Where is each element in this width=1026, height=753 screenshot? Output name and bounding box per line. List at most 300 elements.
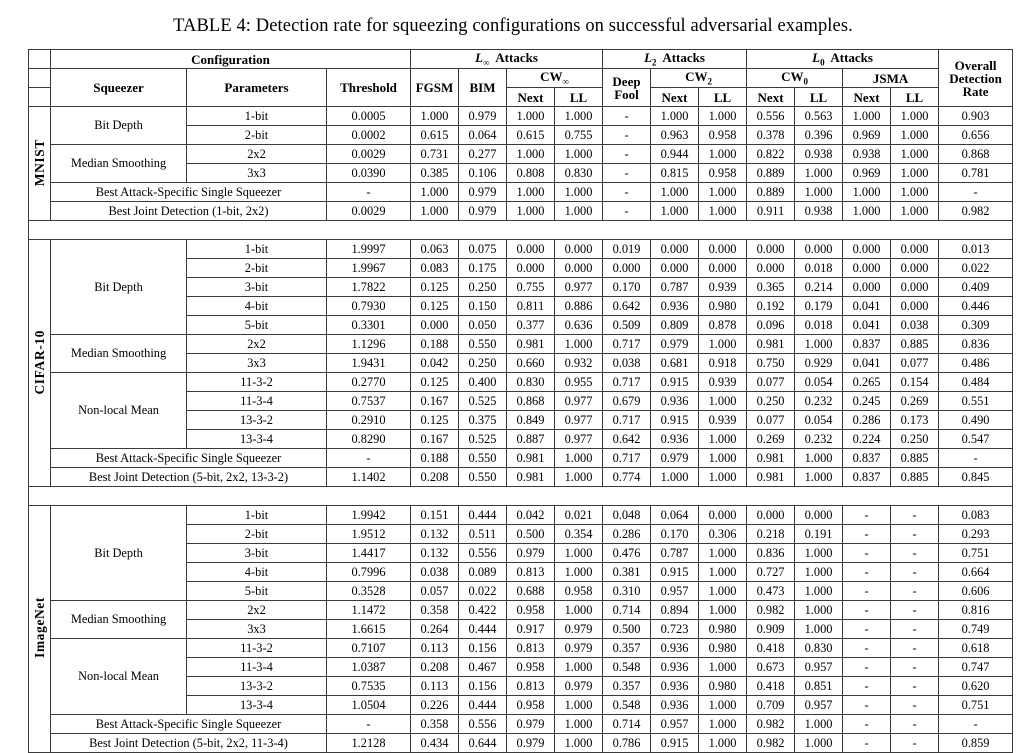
threshold-value: 0.0005	[327, 107, 411, 126]
detection-value: 0.286	[603, 525, 651, 544]
detection-value: 0.982	[747, 601, 795, 620]
detection-value: 1.000	[699, 696, 747, 715]
detection-value: 0.969	[843, 164, 891, 183]
detection-value: -	[891, 696, 939, 715]
detection-value: 0.000	[555, 240, 603, 259]
detection-value: 0.509	[603, 316, 651, 335]
detection-value: 0.269	[747, 430, 795, 449]
detection-value: 0.836	[747, 544, 795, 563]
table-row	[29, 183, 1013, 202]
parameters-value: 3x3	[187, 620, 327, 639]
header-row-2	[29, 69, 1013, 88]
detection-value: 0.089	[459, 563, 507, 582]
overall-rate-value: 0.751	[939, 696, 1013, 715]
detection-value: -	[891, 715, 939, 734]
detection-value: 0.000	[507, 240, 555, 259]
detection-value: 0.714	[603, 715, 651, 734]
detection-value: 1.000	[555, 696, 603, 715]
detection-value: 0.977	[555, 411, 603, 430]
detection-value: 0.208	[411, 658, 459, 677]
table-row	[29, 449, 1013, 468]
detection-value: 0.106	[459, 164, 507, 183]
detection-value: 0.808	[507, 164, 555, 183]
detection-value: 0.000	[891, 278, 939, 297]
header-cwinf-next: Next	[507, 88, 555, 107]
detection-value: -	[891, 525, 939, 544]
detection-value: 0.837	[843, 449, 891, 468]
threshold-value: 0.0390	[327, 164, 411, 183]
detection-value: 0.809	[651, 316, 699, 335]
parameters-value: 13-3-2	[187, 411, 327, 430]
detection-value: -	[843, 620, 891, 639]
detection-value: 0.939	[699, 278, 747, 297]
detection-value: 0.556	[747, 107, 795, 126]
detection-value: 0.936	[651, 658, 699, 677]
overall-rate-value: 0.022	[939, 259, 1013, 278]
detection-value: 0.000	[651, 259, 699, 278]
detection-value: 0.755	[555, 126, 603, 145]
detection-value: 0.679	[603, 392, 651, 411]
header-jsma: JSMA	[843, 69, 939, 88]
dataset-label: MNIST	[31, 138, 47, 186]
summary-row-label: Best Attack-Specific Single Squeezer	[51, 183, 327, 202]
detection-value: 0.214	[795, 278, 843, 297]
detection-value: 0.250	[459, 354, 507, 373]
detection-value: 0.192	[747, 297, 795, 316]
detection-value: 1.000	[891, 202, 939, 221]
detection-value: 0.851	[795, 677, 843, 696]
parameters-value: 2-bit	[187, 525, 327, 544]
overall-rate-value: 0.982	[939, 202, 1013, 221]
detection-value: 0.813	[507, 677, 555, 696]
detection-value: 1.000	[699, 582, 747, 601]
squeezer-name: Non-local Mean	[51, 639, 187, 715]
detection-value: 1.000	[699, 544, 747, 563]
table-body	[29, 107, 1013, 753]
detection-value: 0.476	[603, 544, 651, 563]
parameters-value: 2-bit	[187, 259, 327, 278]
detection-value: 0.113	[411, 639, 459, 658]
squeezer-name: Bit Depth	[51, 107, 187, 145]
detection-value: 1.000	[699, 145, 747, 164]
detection-value: 0.000	[411, 316, 459, 335]
detection-value: 0.167	[411, 392, 459, 411]
detection-value: 0.980	[699, 639, 747, 658]
detection-value: 0.167	[411, 430, 459, 449]
detection-value: 0.048	[603, 506, 651, 525]
detection-value: -	[843, 715, 891, 734]
detection-value: 1.000	[651, 468, 699, 487]
detection-value: 1.000	[795, 183, 843, 202]
detection-value: 0.750	[747, 354, 795, 373]
detection-value: 0.265	[843, 373, 891, 392]
overall-rate-value: 0.656	[939, 126, 1013, 145]
detection-value: -	[891, 677, 939, 696]
detection-value: 0.717	[603, 449, 651, 468]
threshold-value: 0.0029	[327, 145, 411, 164]
detection-value: 1.000	[699, 563, 747, 582]
detection-value: 0.041	[843, 354, 891, 373]
detection-value: 0.977	[555, 430, 603, 449]
detection-value: 0.354	[555, 525, 603, 544]
detection-value: 0.077	[891, 354, 939, 373]
parameters-value: 5-bit	[187, 582, 327, 601]
detection-value: 0.150	[459, 297, 507, 316]
detection-value: 0.000	[747, 259, 795, 278]
header-deepfool: Deep Fool	[603, 69, 651, 107]
detection-value: 0.125	[411, 278, 459, 297]
detection-value: 0.064	[651, 506, 699, 525]
detection-value: 1.000	[699, 449, 747, 468]
detection-value: 0.422	[459, 601, 507, 620]
detection-value: 0.000	[891, 240, 939, 259]
detection-value: 0.915	[651, 411, 699, 430]
overall-rate-value: 0.749	[939, 620, 1013, 639]
detection-value: 0.811	[507, 297, 555, 316]
detection-value: 0.982	[747, 715, 795, 734]
detection-value: 0.830	[555, 164, 603, 183]
header-l2-attacks: $L_2$ Attacks	[603, 50, 747, 69]
detection-value: 0.727	[747, 563, 795, 582]
threshold-value: 0.7535	[327, 677, 411, 696]
parameters-value: 3-bit	[187, 278, 327, 297]
summary-row-label: Best Joint Detection (5-bit, 2x2, 11-3-4)	[51, 734, 327, 753]
detection-value: 0.125	[411, 373, 459, 392]
detection-value: 0.717	[603, 373, 651, 392]
threshold-value: -	[327, 449, 411, 468]
detection-value: 0.550	[459, 449, 507, 468]
detection-value: 0.151	[411, 506, 459, 525]
detection-value: 1.000	[699, 468, 747, 487]
threshold-value: 1.0504	[327, 696, 411, 715]
detection-value: 0.979	[555, 639, 603, 658]
detection-value: 1.000	[411, 107, 459, 126]
squeezer-name: Median Smoothing	[51, 145, 187, 183]
summary-row-label: Best Joint Detection (1-bit, 2x2)	[51, 202, 327, 221]
detection-value: 0.310	[603, 582, 651, 601]
dataset-label-cell	[29, 240, 51, 487]
header-jsma-ll: LL	[891, 88, 939, 107]
detection-value: 0.021	[555, 506, 603, 525]
detection-value: 0.277	[459, 145, 507, 164]
detection-value: -	[891, 601, 939, 620]
detection-value: 0.381	[603, 563, 651, 582]
detection-value: -	[891, 734, 939, 753]
dataset-label-cell	[29, 107, 51, 221]
detection-value: 0.786	[603, 734, 651, 753]
detection-value: 0.173	[891, 411, 939, 430]
overall-rate-value: 0.551	[939, 392, 1013, 411]
threshold-value: 1.1472	[327, 601, 411, 620]
overall-rate-value: 0.816	[939, 601, 1013, 620]
detection-value: -	[891, 639, 939, 658]
table-row	[29, 601, 1013, 620]
detection-value: 0.018	[795, 259, 843, 278]
detection-value: 0.830	[507, 373, 555, 392]
detection-value: 1.000	[555, 468, 603, 487]
detection-value: 0.887	[507, 430, 555, 449]
threshold-value: 1.9512	[327, 525, 411, 544]
dataset-label: CIFAR-10	[31, 329, 47, 395]
detection-value: 0.944	[651, 145, 699, 164]
overall-rate-value: 0.618	[939, 639, 1013, 658]
detection-value: 0.063	[411, 240, 459, 259]
header-cw2-next: Next	[651, 88, 699, 107]
table-row	[29, 506, 1013, 525]
threshold-value: -	[327, 183, 411, 202]
squeezer-name: Non-local Mean	[51, 373, 187, 449]
detection-value: 0.232	[795, 430, 843, 449]
detection-value: 0.977	[555, 392, 603, 411]
squeezer-name: Bit Depth	[51, 240, 187, 335]
detection-value: 1.000	[699, 392, 747, 411]
detection-value: 0.125	[411, 411, 459, 430]
summary-row-label: Best Attack-Specific Single Squeezer	[51, 715, 327, 734]
overall-rate-value: -	[939, 449, 1013, 468]
detection-value: 1.000	[507, 202, 555, 221]
detection-value: 1.000	[843, 202, 891, 221]
detection-value: 1.000	[891, 183, 939, 202]
detection-value: 0.357	[603, 677, 651, 696]
detection-value: 0.548	[603, 658, 651, 677]
detection-value: 0.385	[411, 164, 459, 183]
parameters-value: 11-3-4	[187, 392, 327, 411]
detection-value: 0.981	[507, 335, 555, 354]
detection-value: 0.000	[507, 259, 555, 278]
dataset-label: ImageNet	[31, 597, 47, 659]
detection-value: 0.714	[603, 601, 651, 620]
detection-value: 0.306	[699, 525, 747, 544]
detection-value: 0.787	[651, 544, 699, 563]
overall-rate-value: -	[939, 183, 1013, 202]
detection-value: 0.156	[459, 639, 507, 658]
detection-value: 0.132	[411, 525, 459, 544]
detection-value: 0.054	[795, 411, 843, 430]
table-row	[29, 639, 1013, 658]
threshold-value: 1.6615	[327, 620, 411, 639]
detection-value: 0.969	[843, 126, 891, 145]
detection-value: 1.000	[507, 183, 555, 202]
detection-value: 1.000	[555, 715, 603, 734]
detection-value: 0.250	[747, 392, 795, 411]
threshold-value: 1.4417	[327, 544, 411, 563]
detection-value: 0.981	[507, 468, 555, 487]
detection-value: 0.955	[555, 373, 603, 392]
detection-value: 1.000	[651, 183, 699, 202]
parameters-value: 11-3-2	[187, 373, 327, 392]
parameters-value: 4-bit	[187, 297, 327, 316]
detection-value: 0.889	[747, 183, 795, 202]
overall-rate-value: -	[939, 715, 1013, 734]
overall-rate-value: 0.868	[939, 145, 1013, 164]
detection-value: 0.250	[891, 430, 939, 449]
detection-value: 0.957	[795, 658, 843, 677]
detection-value: 1.000	[651, 107, 699, 126]
detection-value: -	[843, 734, 891, 753]
detection-value: 0.042	[411, 354, 459, 373]
detection-value: 1.000	[555, 449, 603, 468]
threshold-value: 0.7107	[327, 639, 411, 658]
detection-value: 1.000	[795, 544, 843, 563]
detection-value: 0.918	[699, 354, 747, 373]
threshold-value: 0.0029	[327, 202, 411, 221]
detection-value: 0.358	[411, 601, 459, 620]
threshold-value: 0.7930	[327, 297, 411, 316]
threshold-value: 1.7822	[327, 278, 411, 297]
header-configuration: Configuration	[51, 50, 411, 69]
detection-value: 0.232	[795, 392, 843, 411]
parameters-value: 13-3-4	[187, 430, 327, 449]
parameters-value: 4-bit	[187, 563, 327, 582]
detection-value: 0.556	[459, 715, 507, 734]
detection-value: 0.917	[507, 620, 555, 639]
detection-value: 0.717	[603, 335, 651, 354]
detection-value: 0.444	[459, 506, 507, 525]
detection-value: 0.958	[699, 126, 747, 145]
detection-value: 0.911	[747, 202, 795, 221]
detection-value: 0.000	[843, 259, 891, 278]
detection-value: 0.938	[843, 145, 891, 164]
detection-value: 0.018	[795, 316, 843, 335]
detection-value: 0.041	[843, 297, 891, 316]
header-squeezer: Squeezer	[51, 69, 187, 107]
table-row	[29, 715, 1013, 734]
overall-rate-value: 0.903	[939, 107, 1013, 126]
detection-value: 0.981	[507, 449, 555, 468]
detection-value: -	[891, 658, 939, 677]
detection-value: -	[843, 563, 891, 582]
parameters-value: 1-bit	[187, 240, 327, 259]
detection-value: 0.400	[459, 373, 507, 392]
overall-rate-value: 0.486	[939, 354, 1013, 373]
detection-value: 0.022	[459, 582, 507, 601]
overall-rate-value: 0.013	[939, 240, 1013, 259]
detection-value: 0.894	[651, 601, 699, 620]
detection-value: 0.000	[891, 259, 939, 278]
detection-value: 0.957	[651, 715, 699, 734]
threshold-value: 1.9431	[327, 354, 411, 373]
threshold-value: 1.9967	[327, 259, 411, 278]
detection-value: 1.000	[891, 107, 939, 126]
detection-value: 1.000	[555, 734, 603, 753]
detection-value: 0.886	[555, 297, 603, 316]
detection-value: 0.709	[747, 696, 795, 715]
header-parameters: Parameters	[187, 69, 327, 107]
detection-value: 0.815	[651, 164, 699, 183]
table-row	[29, 240, 1013, 259]
detection-value: 0.154	[891, 373, 939, 392]
detection-value: 1.000	[795, 449, 843, 468]
parameters-value: 3x3	[187, 354, 327, 373]
detection-value: 1.000	[411, 202, 459, 221]
overall-rate-value: 0.781	[939, 164, 1013, 183]
header-bim: BIM	[459, 69, 507, 107]
header-jsma-next: Next	[843, 88, 891, 107]
detection-value: 0.878	[699, 316, 747, 335]
detection-value: 0.365	[747, 278, 795, 297]
header-dataset-blank	[29, 69, 51, 88]
detection-value: 0.909	[747, 620, 795, 639]
detection-value: 0.358	[411, 715, 459, 734]
detection-value: 0.673	[747, 658, 795, 677]
detection-value: 0.418	[747, 639, 795, 658]
detection-value: 1.000	[795, 601, 843, 620]
detection-value: 0.979	[555, 620, 603, 639]
detection-value: 0.170	[651, 525, 699, 544]
overall-rate-value: 0.484	[939, 373, 1013, 392]
detection-value: -	[843, 696, 891, 715]
detection-value: 0.936	[651, 677, 699, 696]
detection-value: 0.042	[507, 506, 555, 525]
detection-value: 1.000	[555, 202, 603, 221]
detection-value: 0.000	[891, 297, 939, 316]
detection-value: 1.000	[555, 183, 603, 202]
detection-value: 1.000	[507, 145, 555, 164]
detection-value: 0.418	[747, 677, 795, 696]
detection-value: 0.000	[699, 259, 747, 278]
detection-value: 0.000	[699, 506, 747, 525]
detection-value: -	[891, 544, 939, 563]
detection-value: 0.979	[459, 202, 507, 221]
detection-value: 0.525	[459, 430, 507, 449]
detection-value: 0.837	[843, 335, 891, 354]
threshold-value: 1.9942	[327, 506, 411, 525]
detection-value: 0.286	[843, 411, 891, 430]
header-cw-0: $CW_0$	[747, 69, 843, 88]
threshold-value: 0.7996	[327, 563, 411, 582]
header-fgsm: FGSM	[411, 69, 459, 107]
detection-value: 0.885	[891, 335, 939, 354]
detection-value: 0.723	[651, 620, 699, 639]
detection-rate-table	[28, 49, 1013, 753]
detection-value: -	[891, 563, 939, 582]
detection-value: 1.000	[795, 563, 843, 582]
detection-value: 0.170	[603, 278, 651, 297]
detection-value: 0.981	[747, 468, 795, 487]
detection-value: -	[603, 126, 651, 145]
header-threshold: Threshold	[327, 69, 411, 107]
parameters-value: 2x2	[187, 335, 327, 354]
detection-value: 1.000	[507, 107, 555, 126]
summary-row-label: Best Attack-Specific Single Squeezer	[51, 449, 327, 468]
overall-rate-value: 0.859	[939, 734, 1013, 753]
detection-value: 1.000	[795, 164, 843, 183]
detection-value: 0.000	[747, 506, 795, 525]
detection-value: 0.787	[651, 278, 699, 297]
detection-value: 0.979	[507, 734, 555, 753]
detection-value: 0.444	[459, 620, 507, 639]
detection-value: 0.936	[651, 430, 699, 449]
section-gap	[29, 221, 1013, 240]
detection-value: -	[603, 164, 651, 183]
detection-value: 0.226	[411, 696, 459, 715]
parameters-value: 1-bit	[187, 107, 327, 126]
detection-value: 1.000	[699, 107, 747, 126]
detection-value: 1.000	[795, 734, 843, 753]
detection-value: 0.467	[459, 658, 507, 677]
detection-value: 0.915	[651, 373, 699, 392]
detection-value: 0.188	[411, 449, 459, 468]
detection-value: 0.396	[795, 126, 843, 145]
parameters-value: 3-bit	[187, 544, 327, 563]
detection-value: 1.000	[843, 107, 891, 126]
detection-value: 1.000	[411, 183, 459, 202]
summary-row-label: Best Joint Detection (5-bit, 2x2, 13-3-2)	[51, 468, 327, 487]
detection-value: -	[603, 202, 651, 221]
detection-value: 1.000	[555, 335, 603, 354]
detection-value: 1.000	[699, 734, 747, 753]
detection-value: 0.979	[459, 183, 507, 202]
